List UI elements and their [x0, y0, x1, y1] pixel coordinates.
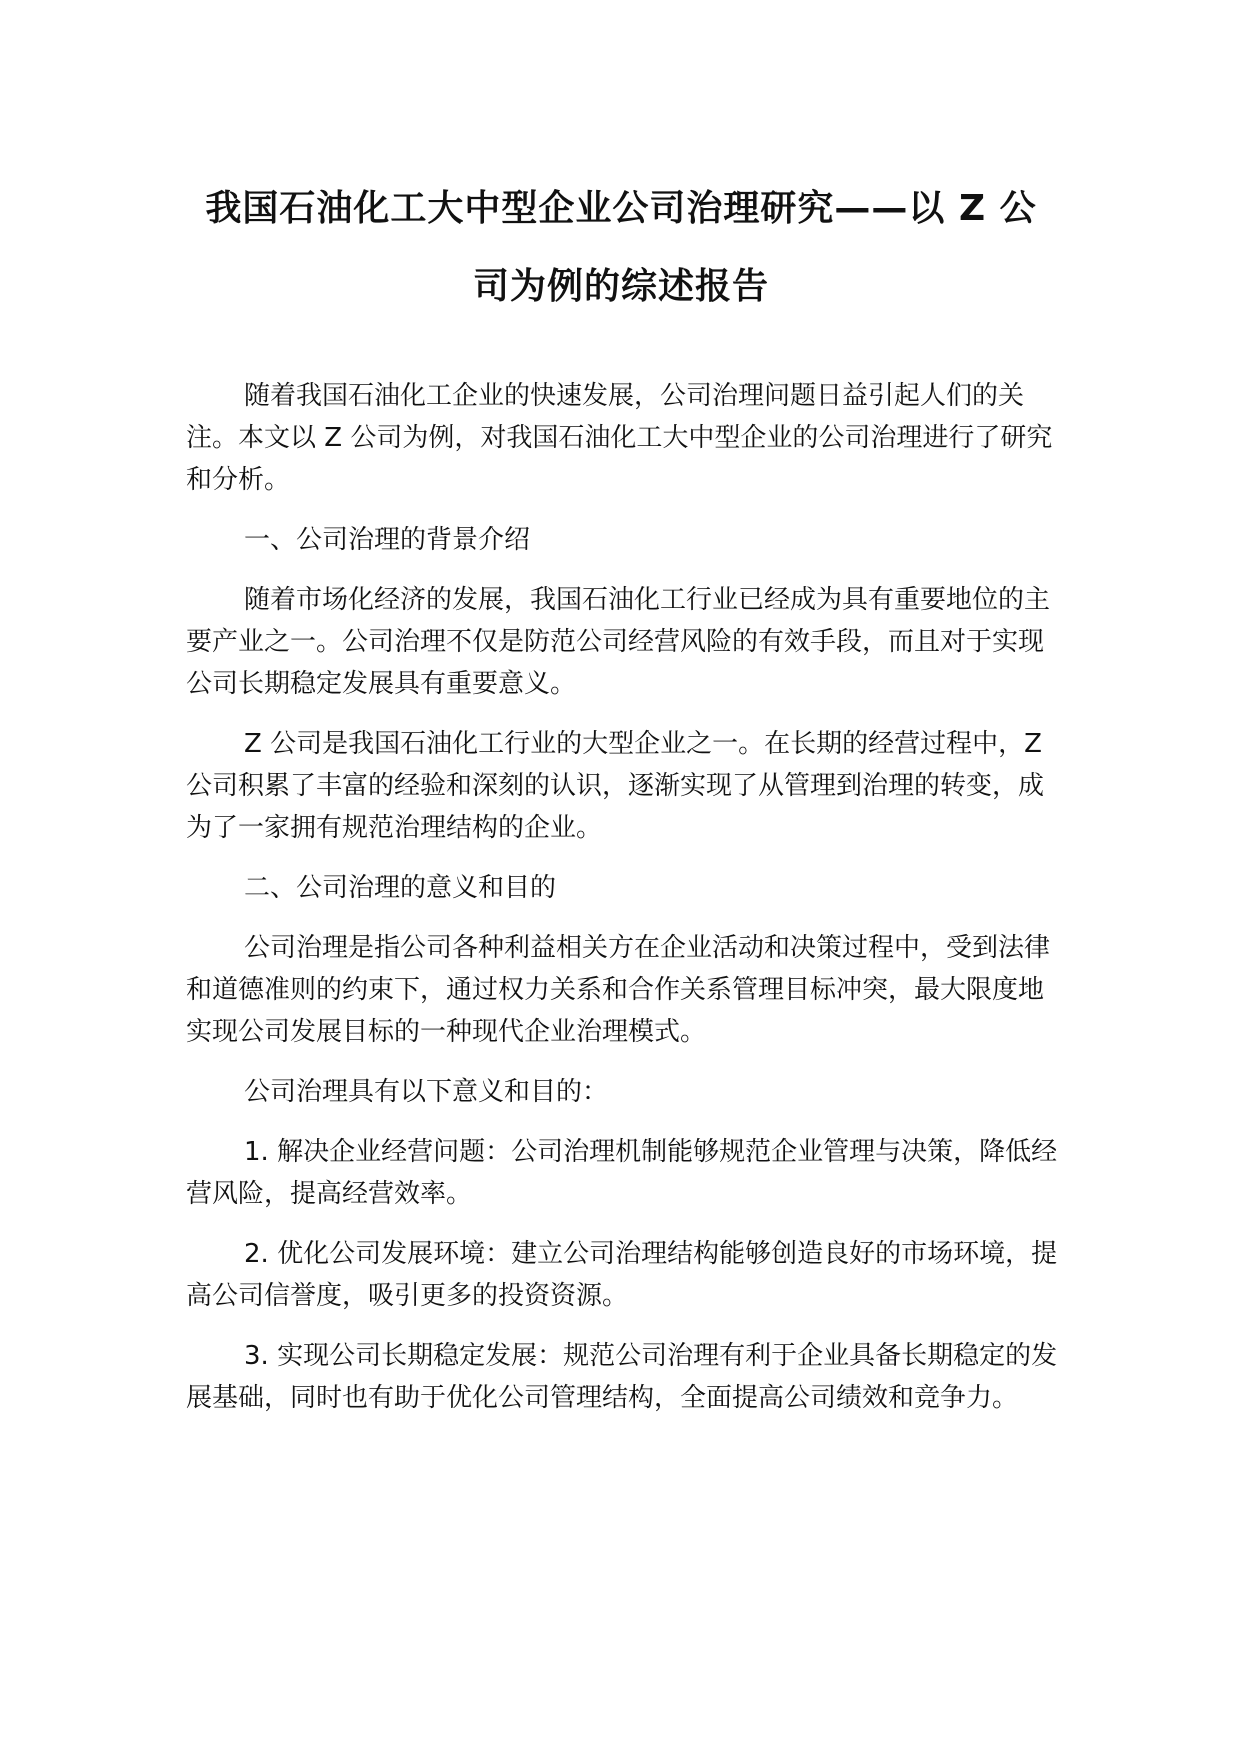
document-body	[186, 375, 1066, 1437]
significance-intro: 公司治理具有以下意义和目的：	[244, 1077, 609, 1107]
list-item-2: 2. 优化公司发展环境：建立公司治理结构能够创造良好的市场环境，提高公司信誉度，吸引更多的投资资源。	[186, 1239, 1058, 1311]
background-paragraph-1: 随着市场化经济的发展，我国石油化工行业已经成为具有重要地位的主要产业之一。公司治理不仅是防范公司经营风险的有效手段，而且对于实现公司长期稳定发展具有重要意义。	[186, 585, 1051, 699]
list-item-3: 3. 实现公司长期稳定发展：规范公司治理有利于企业具备长期稳定的发展基础，同时也有助于优化公司管理结构，全面提高公司绩效和竞争力。	[186, 1341, 1058, 1413]
document-title	[186, 170, 1056, 326]
list-item-1: 1. 解决企业经营问题：公司治理机制能够规范企业管理与决策，降低经营风险，提高经营效率。	[186, 1137, 1058, 1209]
background-paragraph-2: Z 公司是我国石油化工行业的大型企业之一。在长期的经营过程中，Z 公司积累了丰富的经验和深刻的认识，逐渐实现了从管理到治理的转变，成为了一家拥有规范治理结构的企业。	[186, 729, 1045, 843]
title-line-1: 我国石油化工大中型企业公司治理研究——以 Z 公	[205, 188, 1037, 229]
section-heading-background: 一、公司治理的背景介绍	[244, 525, 531, 555]
intro-paragraph: 随着我国石油化工企业的快速发展，公司治理问题日益引起人们的关注。本文以 Z 公司为例，对我国石油化工大中型企业的公司治理进行了研究和分析。	[186, 381, 1053, 495]
definition-paragraph: 公司治理是指公司各种利益相关方在企业活动和决策过程中，受到法律和道德准则的约束下，通过权力关系和合作关系管理目标冲突，最大限度地实现公司发展目标的一种现代企业治理模式。	[186, 933, 1051, 1047]
title-line-2: 司为例的综述报告	[472, 266, 769, 307]
section-heading-significance: 二、公司治理的意义和目的	[244, 873, 557, 903]
